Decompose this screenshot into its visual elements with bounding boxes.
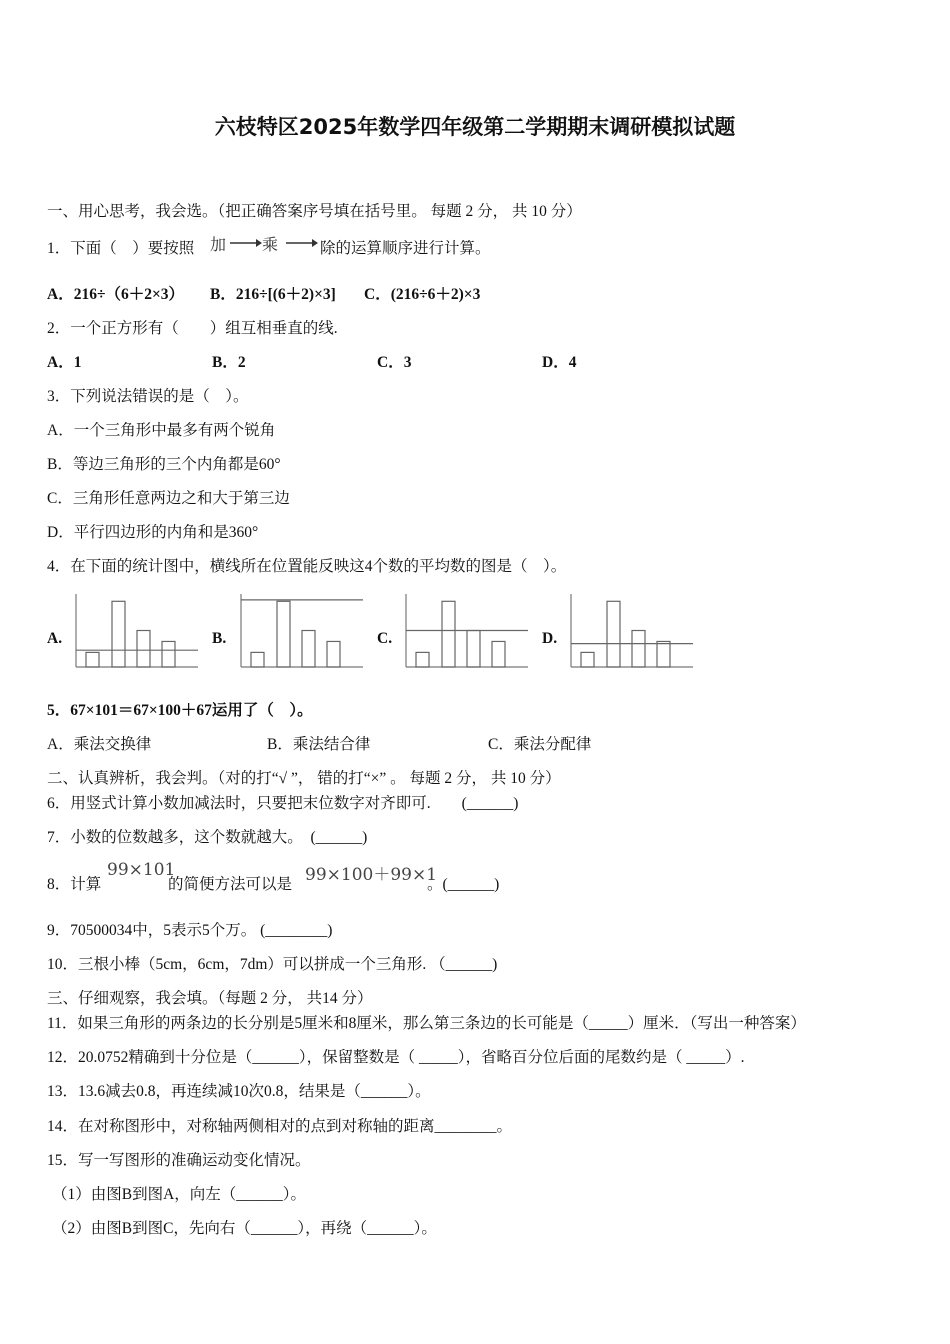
chart-bar [302,631,315,668]
q3-text: 3．下列说法错误的是（ ）。 [47,388,249,405]
q1-prefix: 1．下面（ ）要按照 [47,240,195,257]
q5-option-c: C．乘法分配律 [488,736,592,753]
chart-a [72,592,200,672]
section-2-heading: 二、认真辨析，我会判。（对的打“√ ”， 错的打“×” 。 每题 2 分， 共 10 分） [47,770,561,787]
chart-bar [581,652,594,667]
q2-text: 2．一个正方形有（ ）组互相垂直的线. [47,320,338,337]
chart-d [567,592,695,672]
chart-bar [162,641,175,667]
flow-step-multiply: 乘 [262,237,279,254]
section-1-heading: 一、用心思考，我会选。（把正确答案序号填在括号里。 每题 2 分， 共 10 分） [47,203,582,220]
q15-part-2: （2）由图B到图C，先向右（______），再绕（______）。 [52,1220,437,1237]
q3-option-b: B．等边三角形的三个内角都是60° [47,456,281,473]
chart-bar [492,641,505,667]
chart-c [402,592,530,672]
q3-option-d: D．平行四边形的内角和是360° [47,524,259,541]
q2-option-a: A．1 [47,354,82,371]
arrow-right-icon [230,238,262,248]
flow-step-add: 加 [210,237,227,254]
q8-prefix: 8．计算 [47,876,102,893]
q12-text: 12．20.0752精确到十分位是（______），保留整数是（ _____），省略百分位后面的尾数约是（ _____）. [47,1049,745,1066]
q8-expression-2: 99×100＋99×1 [305,865,438,885]
chart-bar [416,652,429,667]
q3-option-a: A．一个三角形中最多有两个锐角 [47,422,276,439]
chart-bar [137,631,150,668]
q1-suffix: 除的运算顺序进行计算。 [320,240,491,257]
q15-part-1: （1）由图B到图A，向左（______）。 [52,1186,307,1203]
q5-option-a: A．乘法交换律 [47,736,152,753]
q4-label-b: B. [212,630,227,647]
q11-text: 11．如果三角形的两条边的长分别是5厘米和8厘米，那么第三条边的长可能是（_____）厘米．（写出一种答案） [47,1015,806,1032]
q2-option-c: C．3 [377,354,412,371]
q8-expression-1: 99×101 [107,860,176,880]
q10-text: 10．三根小棒（5cm，6cm，7dm）可以拼成一个三角形. （______) [47,956,498,973]
q8-middle: 的简便方法可以是 [168,876,293,893]
section-3-heading: 三、仔细观察，我会填。（每题 2 分， 共14 分） [47,990,373,1007]
q8-suffix: 。(______) [427,876,500,893]
q5-text: 5．67×101＝67×100＋67运用了（ ）。 [47,702,313,719]
chart-bar [277,601,290,667]
q1-option-a: A．216÷（6＋2×3） [47,286,185,303]
q4-label-c: C. [377,630,393,647]
chart-bar [607,601,620,667]
q1-flow-diagram [210,232,320,258]
q1-option-b: B．216÷[(6＋2)×3] [210,286,336,303]
q5-option-b: B．乘法结合律 [267,736,371,753]
q3-option-c: C．三角形任意两边之和大于第三边 [47,490,290,507]
chart-bar [251,652,264,667]
chart-bar [467,631,480,668]
chart-bar [112,601,125,667]
q2-option-d: D．4 [542,354,577,371]
q9-text: 9．70500034中，5表示5个万。 (________) [47,922,333,939]
q15-text: 15．写一写图形的准确运动变化情况。 [47,1152,311,1169]
chart-b [237,592,365,672]
chart-bar [442,601,455,667]
q13-text: 13．13.6减去0.8，再连续减10次0.8，结果是（______）。 [47,1083,431,1100]
q4-label-d: D. [542,630,558,647]
q7-text: 7．小数的位数越多，这个数就越大。 (______) [47,829,368,846]
q14-text: 14．在对称图形中，对称轴两侧相对的点到对称轴的距离________。 [47,1118,513,1135]
q4-text: 4．在下面的统计图中，横线所在位置能反映这4个数的平均数的图是（ ）。 [47,558,567,575]
q2-option-b: B．2 [212,354,246,371]
q4-label-a: A. [47,630,63,647]
page-title: 六枝特区2025年数学四年级第二学期期末调研模拟试题 [214,115,736,139]
chart-bar [327,641,340,667]
q1-option-c: C．(216÷6＋2)×3 [364,286,481,303]
chart-bar [86,652,99,667]
q6-text: 6．用竖式计算小数加减法时，只要把末位数字对齐即可. (______) [47,795,519,812]
arrow-right-icon [286,238,318,248]
chart-bar [632,631,645,668]
chart-bar [657,641,670,667]
